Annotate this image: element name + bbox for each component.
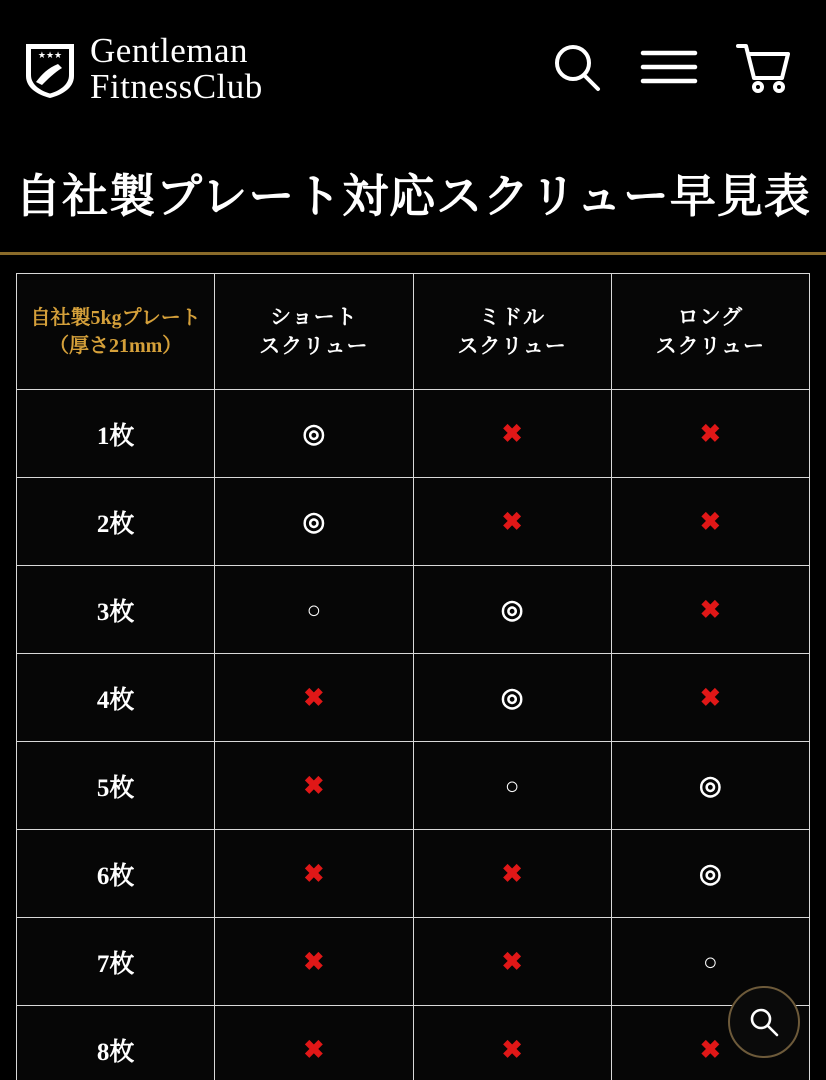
- brand-line-1: Gentleman: [90, 31, 249, 71]
- table-header-row: [17, 274, 810, 390]
- table-header: [17, 274, 810, 390]
- double-circle-icon: ◎: [302, 506, 326, 536]
- cell-cross: [215, 742, 413, 830]
- cross-icon: ✖: [699, 596, 721, 624]
- cross-icon: ✖: [501, 508, 523, 536]
- cross-icon: ✖: [501, 1036, 523, 1064]
- cell-cross: [611, 654, 809, 742]
- row-label: 7枚: [17, 918, 215, 1006]
- row-label: 3枚: [17, 566, 215, 654]
- search-fab[interactable]: [728, 986, 800, 1058]
- cross-icon: ✖: [501, 420, 523, 448]
- column-header-long: [611, 274, 809, 390]
- search-icon[interactable]: [550, 40, 604, 99]
- cross-icon: ✖: [303, 860, 325, 888]
- row-label: 6枚: [17, 830, 215, 918]
- double-circle-icon: ◎: [699, 770, 722, 800]
- table-row: [17, 390, 810, 478]
- column-header-plate-line1: 自社製5kgプレート: [30, 306, 201, 329]
- cell-cross: [611, 566, 809, 654]
- table-row: [17, 742, 810, 830]
- hamburger-menu-icon[interactable]: [640, 45, 698, 94]
- brand-logo[interactable]: [24, 33, 263, 104]
- cell-double-circle: [611, 742, 809, 830]
- cell-cross: [611, 390, 809, 478]
- cross-icon: ✖: [303, 772, 325, 800]
- column-header-short-line1: ショート: [270, 305, 358, 330]
- page-title-section: [0, 138, 826, 255]
- compatibility-chart-section: [0, 255, 826, 1080]
- cell-cross: [215, 1006, 413, 1080]
- column-header-middle-line2: スクリュー: [457, 333, 567, 358]
- cross-icon: ✖: [303, 948, 325, 976]
- cross-icon: ✖: [699, 420, 721, 448]
- row-label: 2枚: [17, 478, 215, 566]
- column-header-plate: [17, 274, 215, 390]
- row-label: 5枚: [17, 742, 215, 830]
- cell-cross: [413, 918, 611, 1006]
- header-actions: [550, 40, 798, 99]
- column-header-short-line2: スクリュー: [259, 333, 369, 358]
- double-circle-icon: ◎: [500, 682, 524, 712]
- cross-icon: ✖: [699, 508, 721, 536]
- circle-icon: ○: [703, 949, 718, 976]
- cell-double-circle: [413, 566, 611, 654]
- shield-logo-icon: [24, 38, 76, 100]
- table-row: [17, 1006, 810, 1080]
- cell-double-circle: [413, 654, 611, 742]
- table-row: [17, 654, 810, 742]
- cross-icon: ✖: [699, 1036, 721, 1064]
- cell-cross: [215, 830, 413, 918]
- table-row: [17, 918, 810, 1006]
- brand-wordmark: [90, 33, 263, 104]
- row-label: 8枚: [17, 1006, 215, 1080]
- brand-line-2: FitnessClub: [90, 67, 263, 106]
- double-circle-icon: ◎: [302, 418, 326, 448]
- cross-icon: ✖: [699, 684, 721, 712]
- column-header-long-line2: スクリュー: [655, 333, 766, 358]
- cell-double-circle: [611, 830, 809, 918]
- cross-icon: ✖: [501, 948, 523, 976]
- column-header-plate-line2: （厚さ21mm）: [48, 334, 183, 357]
- circle-icon: ○: [504, 773, 520, 800]
- site-header: [0, 0, 826, 138]
- table-body: [17, 390, 810, 1080]
- cart-icon[interactable]: [734, 40, 792, 99]
- column-header-middle: [413, 274, 611, 390]
- cross-icon: ✖: [303, 1036, 325, 1064]
- double-circle-icon: ◎: [500, 594, 524, 624]
- cell-circle: [215, 566, 413, 654]
- cell-cross: [611, 478, 809, 566]
- cell-circle: [413, 742, 611, 830]
- page-title: 自社製プレート対応スクリュー早見表: [15, 171, 811, 222]
- cell-cross: [413, 1006, 611, 1080]
- cell-cross: [413, 478, 611, 566]
- cell-double-circle: [215, 390, 413, 478]
- cell-cross: [215, 654, 413, 742]
- cell-cross: [413, 390, 611, 478]
- svg-text:★★★: ★★★: [37, 51, 63, 61]
- cell-cross: [215, 918, 413, 1006]
- table-row: [17, 478, 810, 566]
- cross-icon: ✖: [303, 684, 325, 712]
- column-header-long-line1: ロング: [677, 305, 744, 330]
- column-header-middle-line1: ミドル: [479, 305, 546, 330]
- compatibility-table: [16, 273, 810, 1080]
- row-label: 1枚: [17, 390, 215, 478]
- row-label: 4枚: [17, 654, 215, 742]
- cell-double-circle: [215, 478, 413, 566]
- double-circle-icon: ◎: [699, 858, 722, 888]
- table-row: [17, 830, 810, 918]
- cell-cross: [413, 830, 611, 918]
- circle-icon: ○: [306, 597, 322, 624]
- table-row: [17, 566, 810, 654]
- column-header-short: [215, 274, 413, 390]
- cross-icon: ✖: [501, 860, 523, 888]
